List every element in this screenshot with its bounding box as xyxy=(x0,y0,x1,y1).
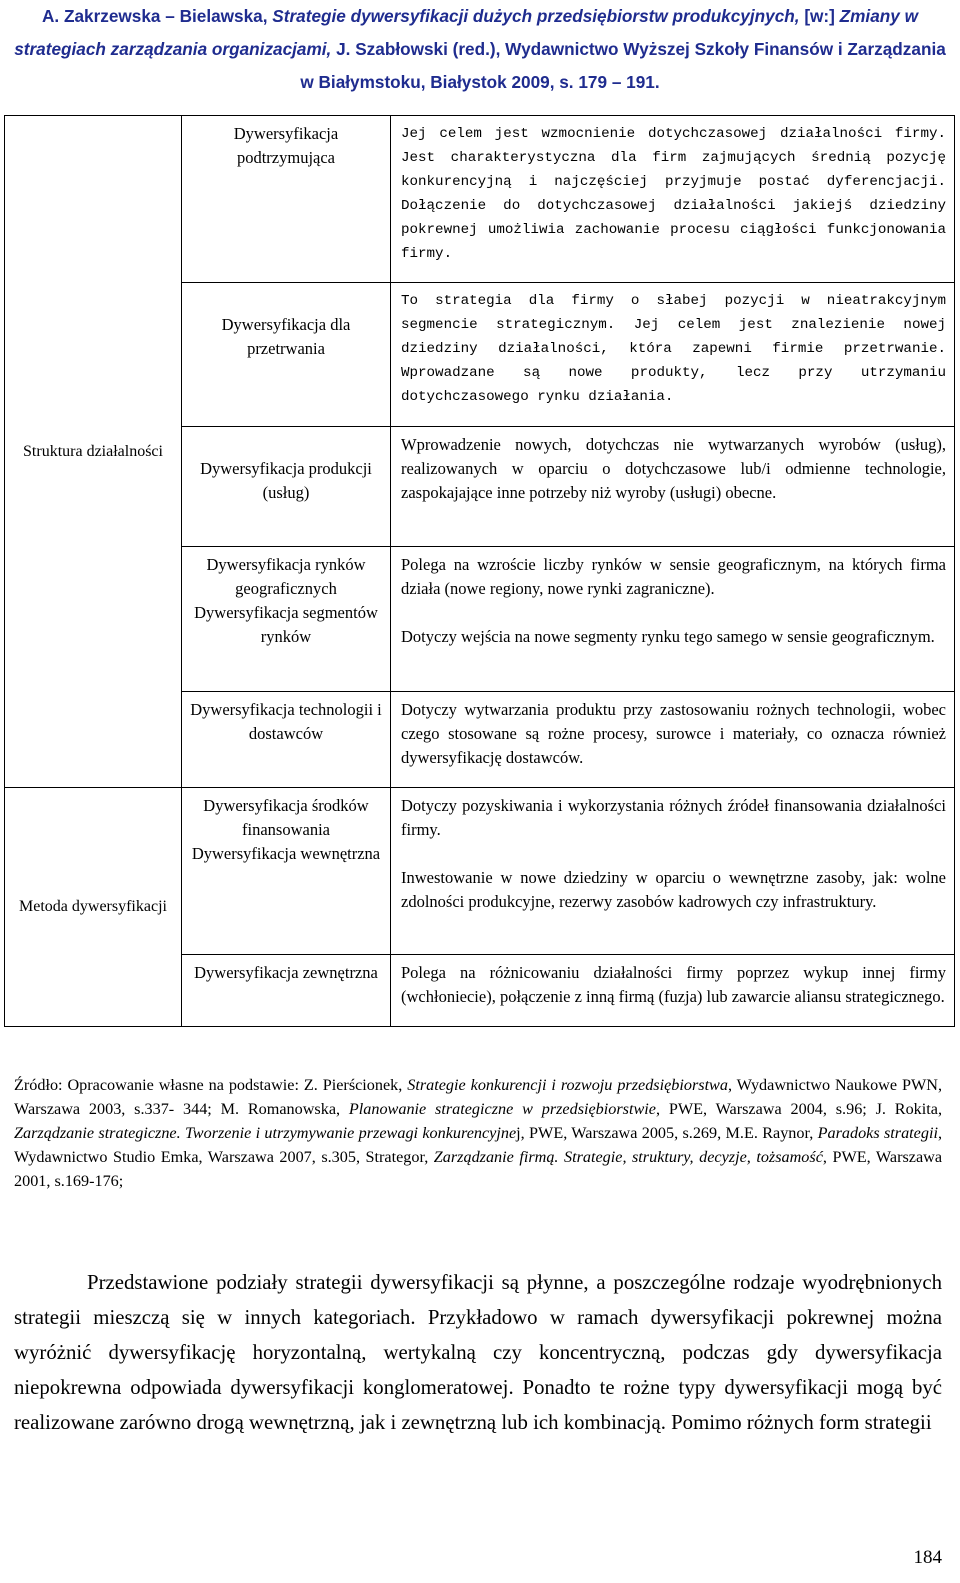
type-name-cell: Dywersyfikacja technologii i dostawców xyxy=(182,692,391,788)
type-name-cell: Dywersyfikacja zewnętrzna xyxy=(182,955,391,1027)
type-name: Dywersyfikacja środków finansowania xyxy=(203,796,369,839)
type-desc: Dotyczy wejścia na nowe segmenty rynku tego samego w sensie geograficznym. xyxy=(401,627,935,646)
type-name-cell xyxy=(182,788,391,955)
header-authors: A. Zakrzewska – Bielawska, xyxy=(42,6,268,26)
type-desc-cell: Wprowadzenie nowych, dotychczas nie wytwarzanych wyrobów (usług), realizowanych w oparciu o dotychczasowe lub/i odmienne technologie, zaspokajające inne potrzeby niż wyroby (usługi) obecne. xyxy=(391,427,955,547)
header-title: Strategie dywersyfikacji dużych przedsiębiorstw produkcyjnych, xyxy=(272,6,800,26)
type-name: Dywersyfikacja wewnętrzna xyxy=(191,844,381,863)
group-label-method: Metoda dywersyfikacji xyxy=(5,788,182,1027)
type-desc-cell: Jej celem jest wzmocnienie dotychczasowej działalności firmy. Jest charakterystyczna dla firm zajmujących średnią pozycję konkurencyjną i najczęściej przyjmuje postać dyferencjacji. Dołączenie do dotychczasowej działalności jakiejś dziedziny pokrewnej umożliwia zachowanie procesu ciągłości funkcjonowania firmy. xyxy=(391,116,955,283)
header-book: Zmiany w strategiach zarządzania organizacjami, xyxy=(14,6,918,59)
type-desc-cell xyxy=(391,788,955,955)
type-name-cell: Dywersyfikacja podtrzymująca xyxy=(182,116,391,283)
type-name: Dywersyfikacja segmentów rynków xyxy=(194,603,378,646)
type-desc-cell: Dotyczy wytwarzania produktu przy zastosowaniu rożnych technologii, wobec czego stosowane są rożne procesy, surowce i materiały, co oznacza również dywersyfikację dostawców. xyxy=(391,692,955,788)
diversification-table xyxy=(4,115,955,1027)
body-paragraph: Przedstawione podziały strategii dywersyfikacji są płynne, a poszczególne rodzaje wyodrębnionych strategii mieszczą się w innych kategoriach. Przykładowo w ramach dywersyfikacji pokrewnej można wyróżnić dywersyfikację horyzontalną, wertykalną czy koncentryczną, podczas gdy dywersyfikacja niepokrewna odpowiada dywersyfikacji konglomeratowej. Ponadto te rożne typy dywersyfikacji mogą być realizowane zarówno drogą wewnętrzną, jak i zewnętrzną lub ich kombinacją. Pomimo różnych form strategii xyxy=(14,1271,942,1434)
header-editor: J. Szabłowski (red.), xyxy=(336,39,501,59)
source-note: Źródło: Opracowanie własne na podstawie: Z. Pierścionek, Strategie konkurencji i rozwoju przedsiębiorstwa, Wydawnictwo Naukowe PWN, Warszawa 2003, s.337- 344; M. Romanowska, Planowanie strategiczne w przedsiębiorstwie, PWE, Warszawa 2004, s.96; J. Rokita, Zarządzanie strategiczne. Tworzenie i utrzymywanie przewagi konkurencyjnej, PWE, Warszawa 2005, s.269, M.E. Raynor, Paradoks strategii, Wydawnictwo Studio Emka, Warszawa 2007, s.305, Strategor, Zarządzanie firmą. Strategie, struktury, decyzje, tożsamość, PWE, Warszawa 2001, s.169-176; xyxy=(14,1076,943,1190)
table-row xyxy=(5,116,955,283)
type-desc: Inwestowanie w nowe dziedziny w oparciu o wewnętrzne zasoby, jak: wolne zdolności produkcyjne, rezerwy zasobów kadrowych czy infrastruktury. xyxy=(401,868,946,911)
citation-header xyxy=(8,0,952,99)
type-desc-cell: Polega na różnicowaniu działalności firmy poprzez wykup innej firmy (wchłoniecie), połączenie z inną firmą (fuzja) lub zawarcie aliansu strategicznego. xyxy=(391,955,955,1027)
header-publisher: Wydawnictwo Wyższej Szkoły Finansów i Zarządzania w Białymstoku, Białystok 2009, s. 179 – 191. xyxy=(300,39,946,92)
type-desc: Polega na wzroście liczby rynków w sensie geograficznym, na których firma działa (nowe regiony, nowe rynki zagraniczne). xyxy=(401,555,946,598)
type-name-cell: Dywersyfikacja produkcji (usług) xyxy=(182,427,391,547)
type-desc-cell: To strategia dla firmy o słabej pozycji w nieatrakcyjnym segmencie strategicznym. Jej celem jest znalezienie nowej dziedziny działalności, która zapewni firmie przetrwanie. Wprowadzane są nowe produkty, lecz przy utrzymaniu dotychczasowego rynku działania. xyxy=(391,283,955,427)
type-name-cell: Dywersyfikacja dla przetrwania xyxy=(182,283,391,427)
group-label-structure: Struktura działalności xyxy=(5,116,182,788)
page-number: 184 xyxy=(913,1547,942,1568)
header-in-marker: [w:] xyxy=(804,6,835,26)
type-desc: Dotyczy pozyskiwania i wykorzystania różnych źródeł finansowania działalności firmy. xyxy=(401,796,946,839)
table-row xyxy=(5,788,955,955)
type-name: Dywersyfikacja rynków geograficznych xyxy=(206,555,366,598)
type-desc-cell xyxy=(391,547,955,692)
type-name-cell xyxy=(182,547,391,692)
